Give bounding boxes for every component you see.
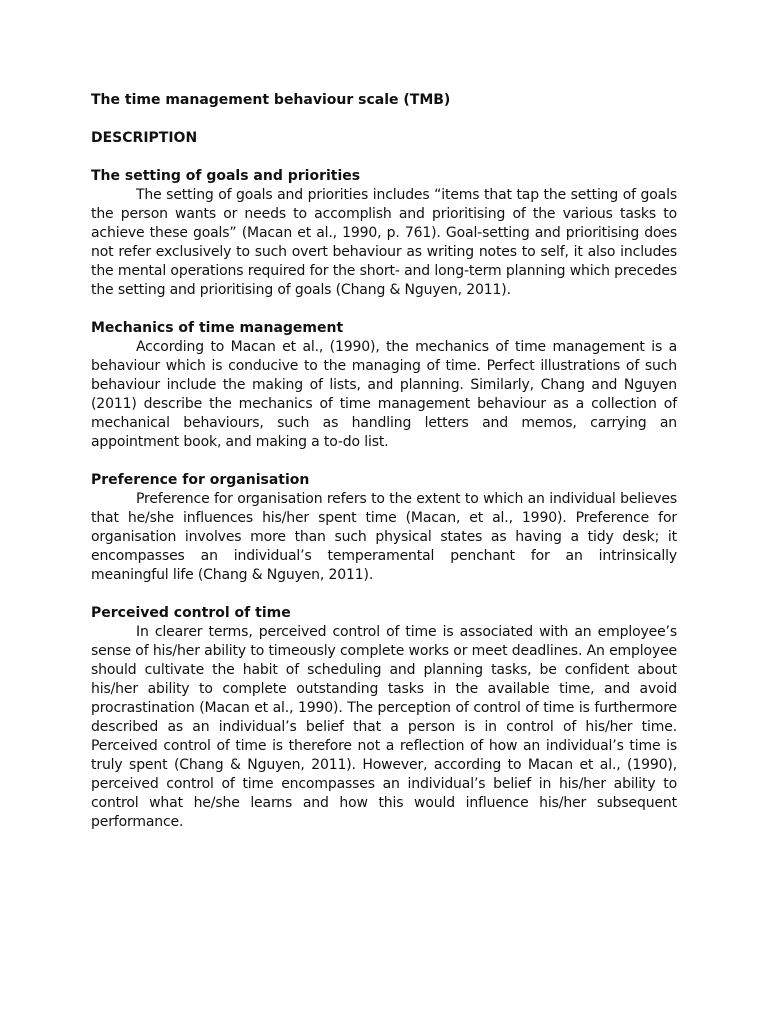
- section-goals-priorities: [91, 167, 677, 300]
- section-heading: Preference for organisation: [91, 472, 310, 488]
- section-body: Preference for organisation refers to the extent to which an individual believes that he/she influences his/her spent time (Macan, et al., 1990). Preference for organisation involves more than such physical states as having a tidy desk; it encompasses an individual’s temperamental penchant for an intrinsically meaningful life (Chang & Nguyen, 2011).: [91, 491, 677, 583]
- section-body: The setting of goals and priorities includes “items that tap the setting of goals the person wants or needs to accomplish and prioritising of the various tasks to achieve these goals” (Macan et al., 1990, p. 761). Goal-setting and prioritising does not refer exclusively to such overt behaviour as writing notes to self, it also includes the mental operations required for the short- and long-term planning which precedes the setting and prioritising of goals (Chang & Nguyen, 2011).: [91, 187, 677, 298]
- document-title: The time management behaviour scale (TMB): [91, 92, 451, 108]
- section-organisation: [91, 471, 677, 585]
- section-body: In clearer terms, perceived control of time is associated with an employee’s sense of his/her ability to timeously complete works or meet deadlines. An employee should cultivate the habit of scheduling and planning tasks, be confident about his/her ability to complete outstanding tasks in the available time, and avoid procrastination (Macan et al., 1990). The perception of control of time is furthermore described as an individual’s belief that a person is in control of his/her time. Perceived control of time is therefore not a reflection of how an individual’s time is truly spent (Chang & Nguyen, 2011). However, according to Macan et al., (1990), perceived control of time encompasses an individual’s belief in his/her ability to control what he/she learns and how this would influence his/her subsequent performance.: [91, 624, 677, 830]
- description-label: DESCRIPTION: [91, 130, 198, 146]
- section-body: According to Macan et al., (1990), the mechanics of time management is a behaviour which is conducive to the managing of time. Perfect illustrations of such behaviour include the making of lists, and planning. Similarly, Chang and Nguyen (2011) describe the mechanics of time management behaviour as a collection of mechanical behaviours, such as handling letters and memos, carrying an appointment book, and making a to-do list.: [91, 339, 677, 450]
- section-perceived-control: [91, 604, 677, 832]
- section-mechanics: [91, 319, 677, 452]
- section-heading: The setting of goals and priorities: [91, 168, 361, 184]
- section-heading: Perceived control of time: [91, 605, 291, 621]
- section-heading: Mechanics of time management: [91, 320, 344, 336]
